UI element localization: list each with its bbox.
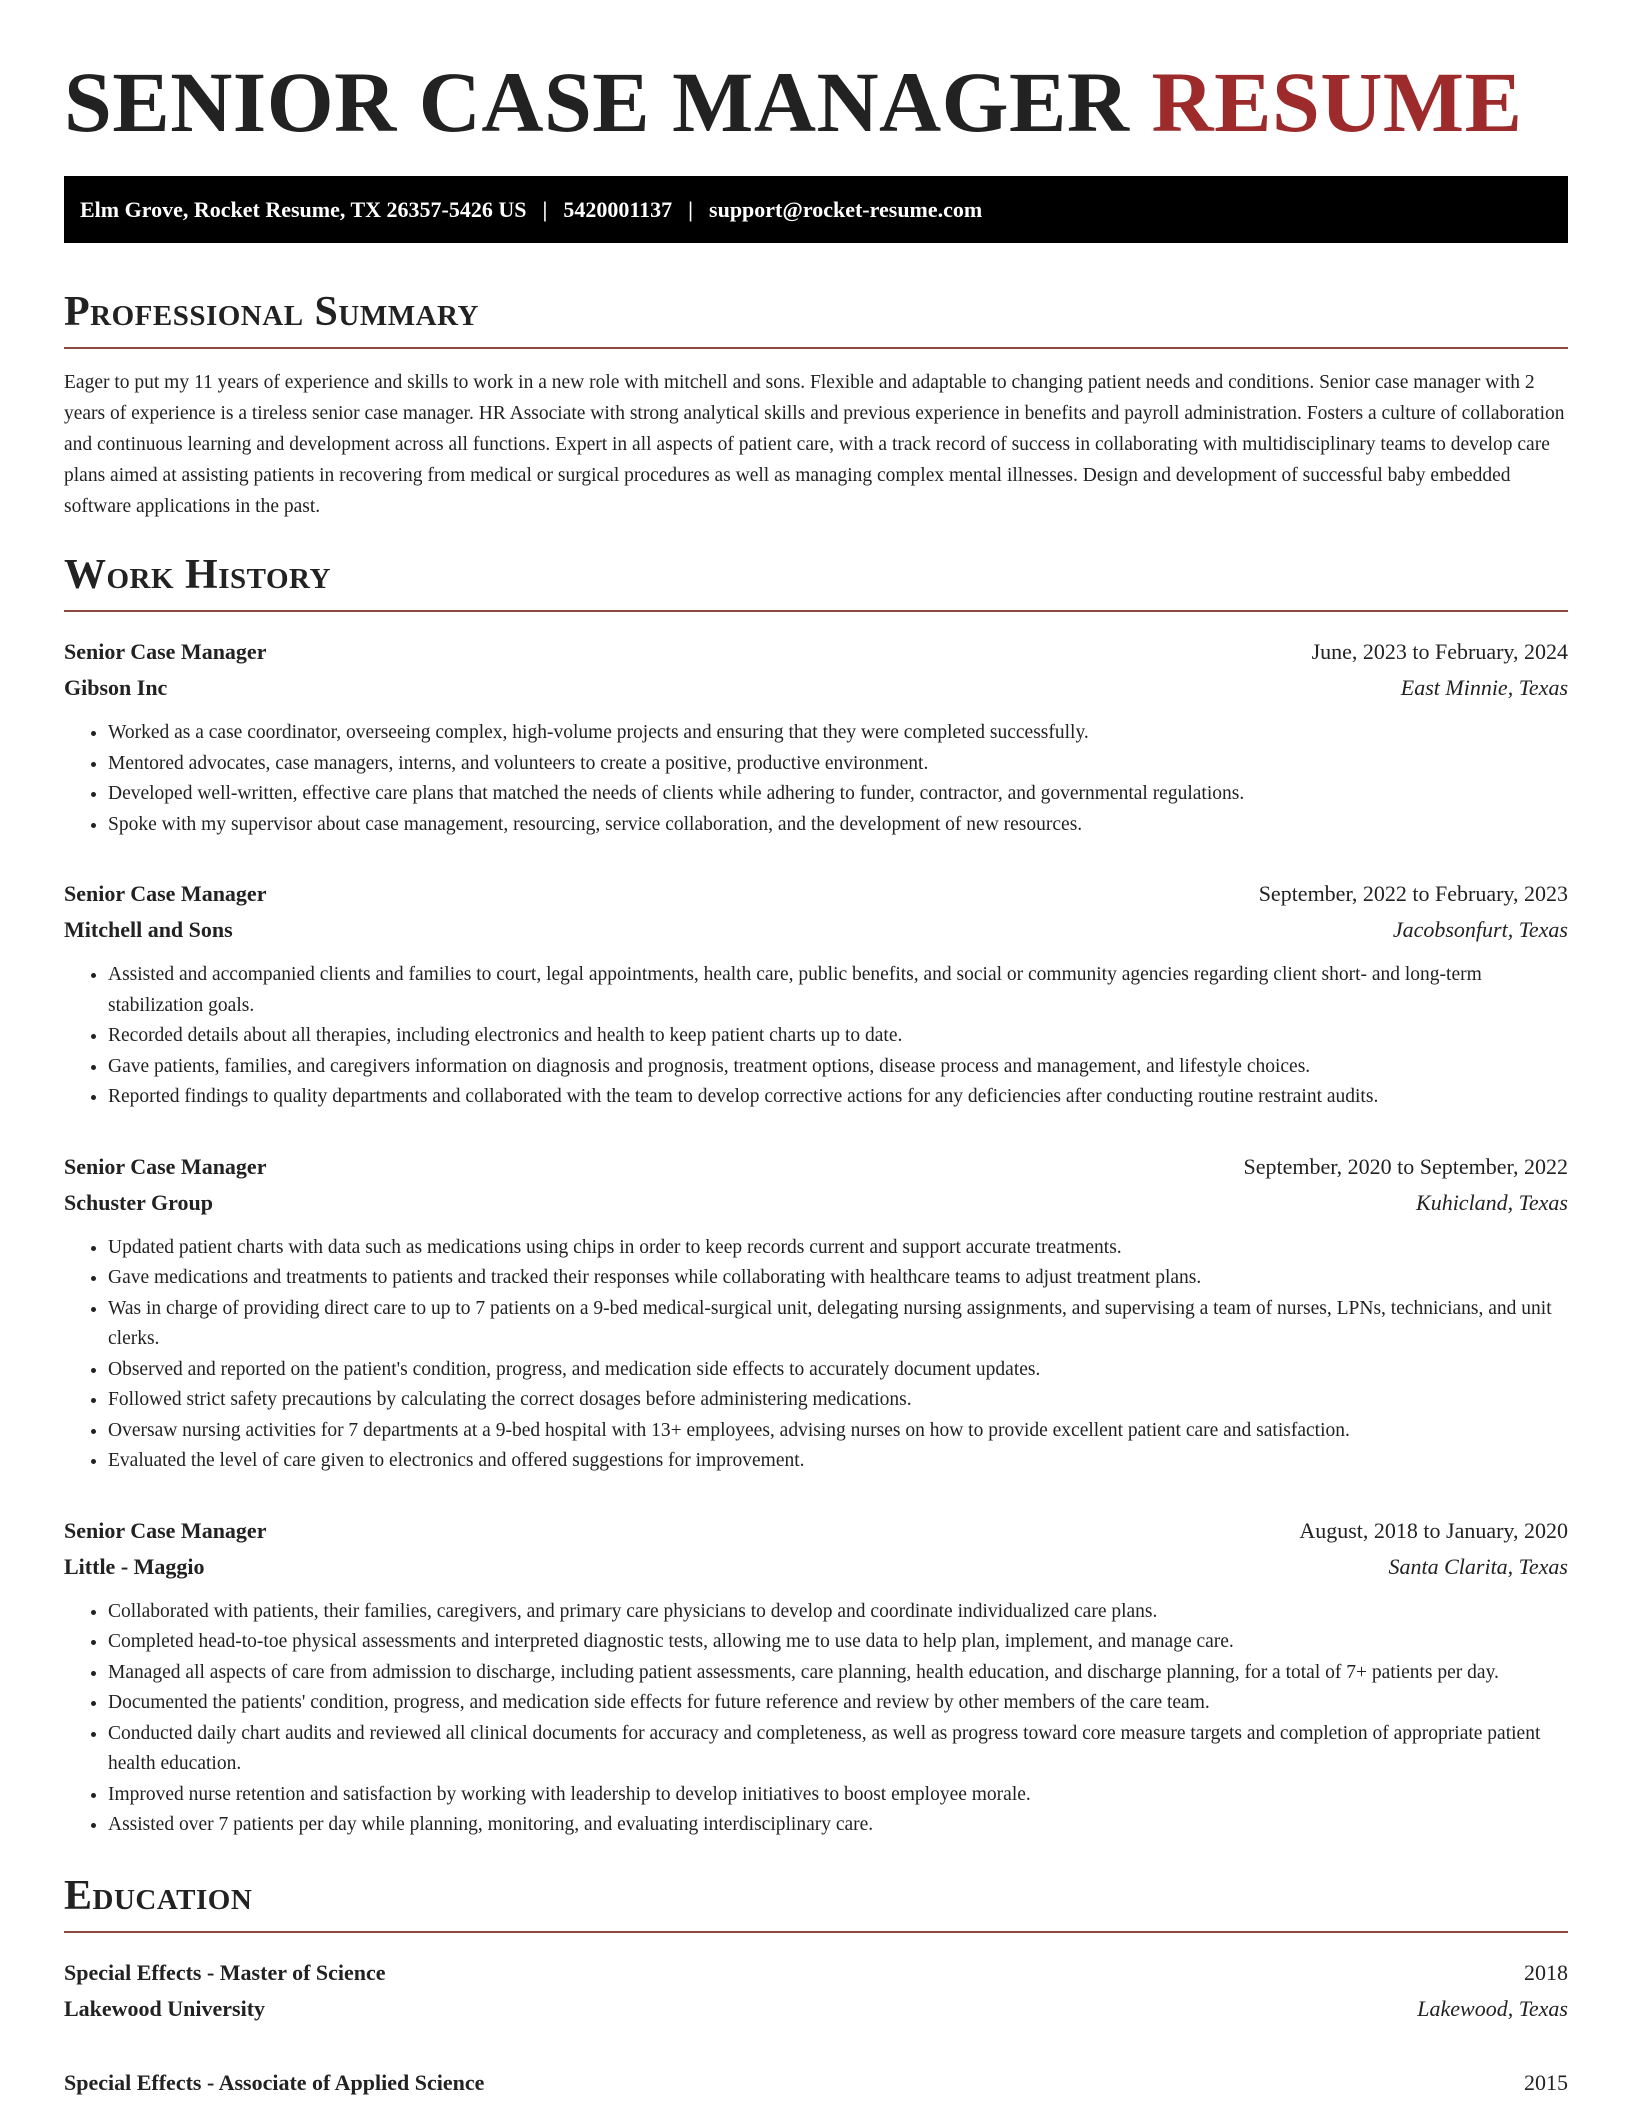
job-bullet: • Improved nurse retention and satisfaction by working with leadership to develop initiatives to boost employee morale.: [108, 1780, 1568, 1811]
contact-phone[interactable]: 5420001137: [563, 196, 673, 222]
job-company: Mitchell and Sons: [64, 917, 233, 942]
job-location: East Minnie, Texas: [1400, 675, 1568, 700]
job-company: Little - Maggio: [64, 1553, 205, 1579]
summary-heading: Professional Summary: [64, 289, 479, 335]
job-dates: September, 2020 to September, 2022: [1243, 1153, 1568, 1179]
job-location: Jacobsonfurt, Texas: [1392, 917, 1568, 942]
job-bullet: • Observed and reported on the patient's condition, progress, and medication side effects to accurately document updates.: [108, 1355, 1568, 1386]
job-location: Kuhicland, Texas: [1416, 1189, 1568, 1215]
resume-title: [64, 0, 1568, 152]
job-entry: [64, 876, 1568, 1113]
job-title: Senior Case Manager: [64, 1517, 267, 1543]
job-bullet: • Spoke with my supervisor about case management, resourcing, service collaboration, and the development of new resources.: [108, 810, 1568, 841]
job-bullet: • Assisted and accompanied clients and families to court, legal appointments, health care, public benefits, and social or community agencies regarding client short- and long-term stabilization goals.: [108, 960, 1568, 1021]
education-entry: [64, 1955, 1568, 2027]
job-dates: August, 2018 to January, 2020: [1299, 1517, 1568, 1543]
education-year: 2018: [1524, 1959, 1568, 1985]
section-divider: [64, 347, 1568, 349]
job-bullet: • Mentored advocates, case managers, interns, and volunteers to create a positive, productive environment.: [108, 749, 1568, 780]
job-title: Senior Case Manager: [64, 1153, 267, 1179]
summary-section: [64, 287, 1568, 522]
education-section: [64, 1871, 1568, 2101]
education-entry: [64, 2065, 1568, 2101]
job-bullet: • Followed strict safety precautions by calculating the correct dosages before administering medications.: [108, 1385, 1568, 1416]
job-entry: [64, 1149, 1568, 1477]
job-title: Senior Case Manager: [64, 881, 267, 906]
job-bullet: • Updated patient charts with data such as medications using chips in order to keep records current and support accurate treatments.: [108, 1233, 1568, 1264]
contact-separator: |: [688, 196, 694, 222]
job-bullets: [64, 960, 1568, 1113]
job-bullets: [64, 1597, 1568, 1841]
job-entry: [64, 1513, 1568, 1841]
contact-bar: [64, 176, 1568, 243]
job-company: Gibson Inc: [64, 675, 168, 700]
job-bullets: [64, 1233, 1568, 1477]
title-main: SENIOR CASE MANAGER: [64, 54, 1130, 150]
education-year: 2015: [1524, 2069, 1568, 2095]
title-accent: RESUME: [1151, 54, 1523, 150]
education-degree: Special Effects - Master of Science: [64, 1959, 386, 1985]
education-degree: Special Effects - Associate of Applied Science: [64, 2069, 485, 2095]
contact-separator: |: [542, 196, 548, 222]
education-school: Lakewood University: [64, 1995, 266, 2021]
job-bullet: • Assisted over 7 patients per day while planning, monitoring, and evaluating interdisciplinary care.: [108, 1810, 1568, 1841]
education-heading: Education: [64, 1872, 253, 1919]
work-history-heading: Work History: [64, 552, 331, 598]
job-title: Senior Case Manager: [64, 639, 267, 664]
job-bullet: • Recorded details about all therapies, including electronics and health to keep patient charts up to date.: [108, 1021, 1568, 1052]
job-bullet: • Documented the patients' condition, progress, and medication side effects for future reference and review by other members of the care team.: [108, 1688, 1568, 1719]
section-divider: [64, 1931, 1568, 1933]
job-bullet: • Gave patients, families, and caregivers information on diagnosis and prognosis, treatment options, disease process and management, and lifestyle choices.: [108, 1052, 1568, 1083]
job-company: Schuster Group: [64, 1189, 213, 1215]
contact-email[interactable]: support@rocket-resume.com: [709, 196, 983, 222]
job-entry: [64, 634, 1568, 840]
section-divider: [64, 610, 1568, 612]
job-bullet: • Reported findings to quality departments and collaborated with the team to develop corrective actions for any deficiencies after conducting routine restraint audits.: [108, 1082, 1568, 1113]
contact-address: Elm Grove, Rocket Resume, TX 26357-5426 US: [80, 196, 527, 222]
job-bullet: • Worked as a case coordinator, overseeing complex, high-volume projects and ensuring that they were completed successfully.: [108, 718, 1568, 749]
job-dates: June, 2023 to February, 2024: [1311, 639, 1568, 664]
job-bullet: • Evaluated the level of care given to electronics and offered suggestions for improvement.: [108, 1446, 1568, 1477]
job-bullets: [64, 718, 1568, 840]
job-location: Santa Clarita, Texas: [1388, 1553, 1568, 1579]
job-bullet: • Oversaw nursing activities for 7 departments at a 9-bed hospital with 13+ employees, advising nurses on how to provide excellent patient care and satisfaction.: [108, 1416, 1568, 1447]
job-bullet: • Collaborated with patients, their families, caregivers, and primary care physicians to develop and coordinate individualized care plans.: [108, 1597, 1568, 1628]
job-bullet: • Conducted daily chart audits and reviewed all clinical documents for accuracy and completeness, as well as progress toward core measure targets and completion of appropriate patient health education.: [108, 1719, 1568, 1780]
job-dates: September, 2022 to February, 2023: [1258, 881, 1568, 906]
job-bullet: • Was in charge of providing direct care to up to 7 patients on a 9-bed medical-surgical unit, delegating nursing assignments, and supervising a team of nurses, LPNs, technicians, and unit clerks.: [108, 1294, 1568, 1355]
job-bullet: • Completed head-to-toe physical assessments and interpreted diagnostic tests, allowing me to use data to help plan, implement, and manage care.: [108, 1627, 1568, 1658]
summary-text: Eager to put my 11 years of experience and skills to work in a new role with mitchell and sons. Flexible and adaptable to changing patient needs and conditions. Senior case manager with 2 years of experience is a tireless senior case manager. HR Associate with strong analytical skills and previous experience in benefits and payroll administration. Fosters a culture of collaboration and continuous learning and development across all functions. Expert in all aspects of patient care, with a track record of success in collaborating with multidisciplinary teams to develop care plans aimed at assisting patients in recovering from medical or surgical procedures as well as managing complex mental illnesses. Design and development of successful baby embedded software applications in the past.: [64, 372, 1565, 517]
job-bullet: • Developed well-written, effective care plans that matched the needs of clients while adhering to funder, contractor, and governmental regulations.: [108, 779, 1568, 810]
job-bullet: • Gave medications and treatments to patients and tracked their responses while collaborating with healthcare teams to adjust treatment plans.: [108, 1263, 1568, 1294]
job-bullet: • Managed all aspects of care from admission to discharge, including patient assessments, care planning, health education, and discharge planning, for a total of 7+ patients per day.: [108, 1658, 1568, 1689]
work-history-section: [64, 550, 1568, 1841]
education-location: Lakewood, Texas: [1417, 1995, 1568, 2021]
